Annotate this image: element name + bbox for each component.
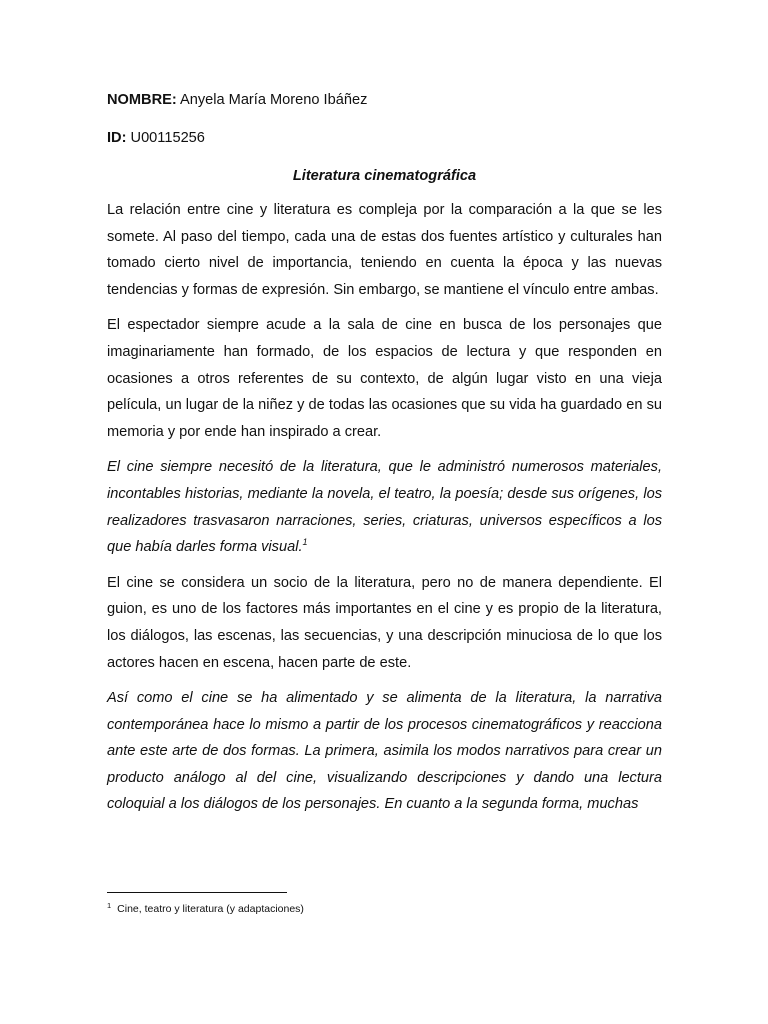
document-title: Literatura cinematográfica xyxy=(292,168,477,184)
paragraph-3-quote xyxy=(107,454,662,560)
footnote-mark: 1 xyxy=(107,900,112,910)
quote-text: El cine siempre necesitó de la literatura, que le administró numerosos materiales, incontables historias, mediante la novela, el teatro, la poesía; desde sus orígenes, los realizadores trasvasaron narraciones, series, criaturas, universos específicos a los que había darles forma visual. xyxy=(107,459,662,556)
id-label: ID: xyxy=(107,130,127,146)
name-value: Anyela María Moreno Ibáñez xyxy=(179,92,368,108)
id-line xyxy=(107,126,662,150)
footnote-separator xyxy=(107,892,287,893)
name-label: NOMBRE: xyxy=(107,92,177,108)
document-body xyxy=(107,88,662,827)
footnote-text: Cine, teatro y literatura (y adaptaciones) xyxy=(117,903,304,915)
paragraph-4: El cine se considera un socio de la literatura, pero no de manera dependiente. El guion, es uno de los factores más importantes en el cine y es propio de la literatura, los diálogos, las escenas, las secuencias, y una descripción minuciosa de lo que los actores hacen en escena, hacen parte de este. xyxy=(107,574,662,671)
name-line xyxy=(107,88,662,112)
paragraph-5: Así como el cine se ha alimentado y se alimenta de la literatura, la narrativa contemporánea hace lo mismo a partir de los procesos cinematográficos y reacciona ante este arte de dos formas. La primera, asimila los modos narrativos para crear un producto análogo al del cine, visualizando descripciones y dando una lectura coloquial a los diálogos de los personajes. En cuanto a la segunda forma, muchas xyxy=(107,690,662,813)
id-value: U00115256 xyxy=(130,130,205,146)
footnote xyxy=(107,902,662,916)
footnote-reference: 1 xyxy=(302,537,308,548)
paragraph-2: El espectador siempre acude a la sala de cine en busca de los personajes que imaginariamente han formado, de los espacios de lectura y que responden en ocasiones a otros referentes de su contexto, de algún lugar visto en una vieja película, un lugar de la niñez y de todas las ocasiones que su vida ha guardado en su memoria y por ende han inspirado a crear. xyxy=(107,317,662,440)
paragraph-1: La relación entre cine y literatura es compleja por la comparación a la que se les somete. Al paso del tiempo, cada una de estas dos fuentes artístico y culturales han tomado cierto nivel de importancia, teniendo en cuenta la época y las nuevas tendencias y formas de expresión. Sin embargo, se mantiene el vínculo entre ambas. xyxy=(107,202,662,298)
